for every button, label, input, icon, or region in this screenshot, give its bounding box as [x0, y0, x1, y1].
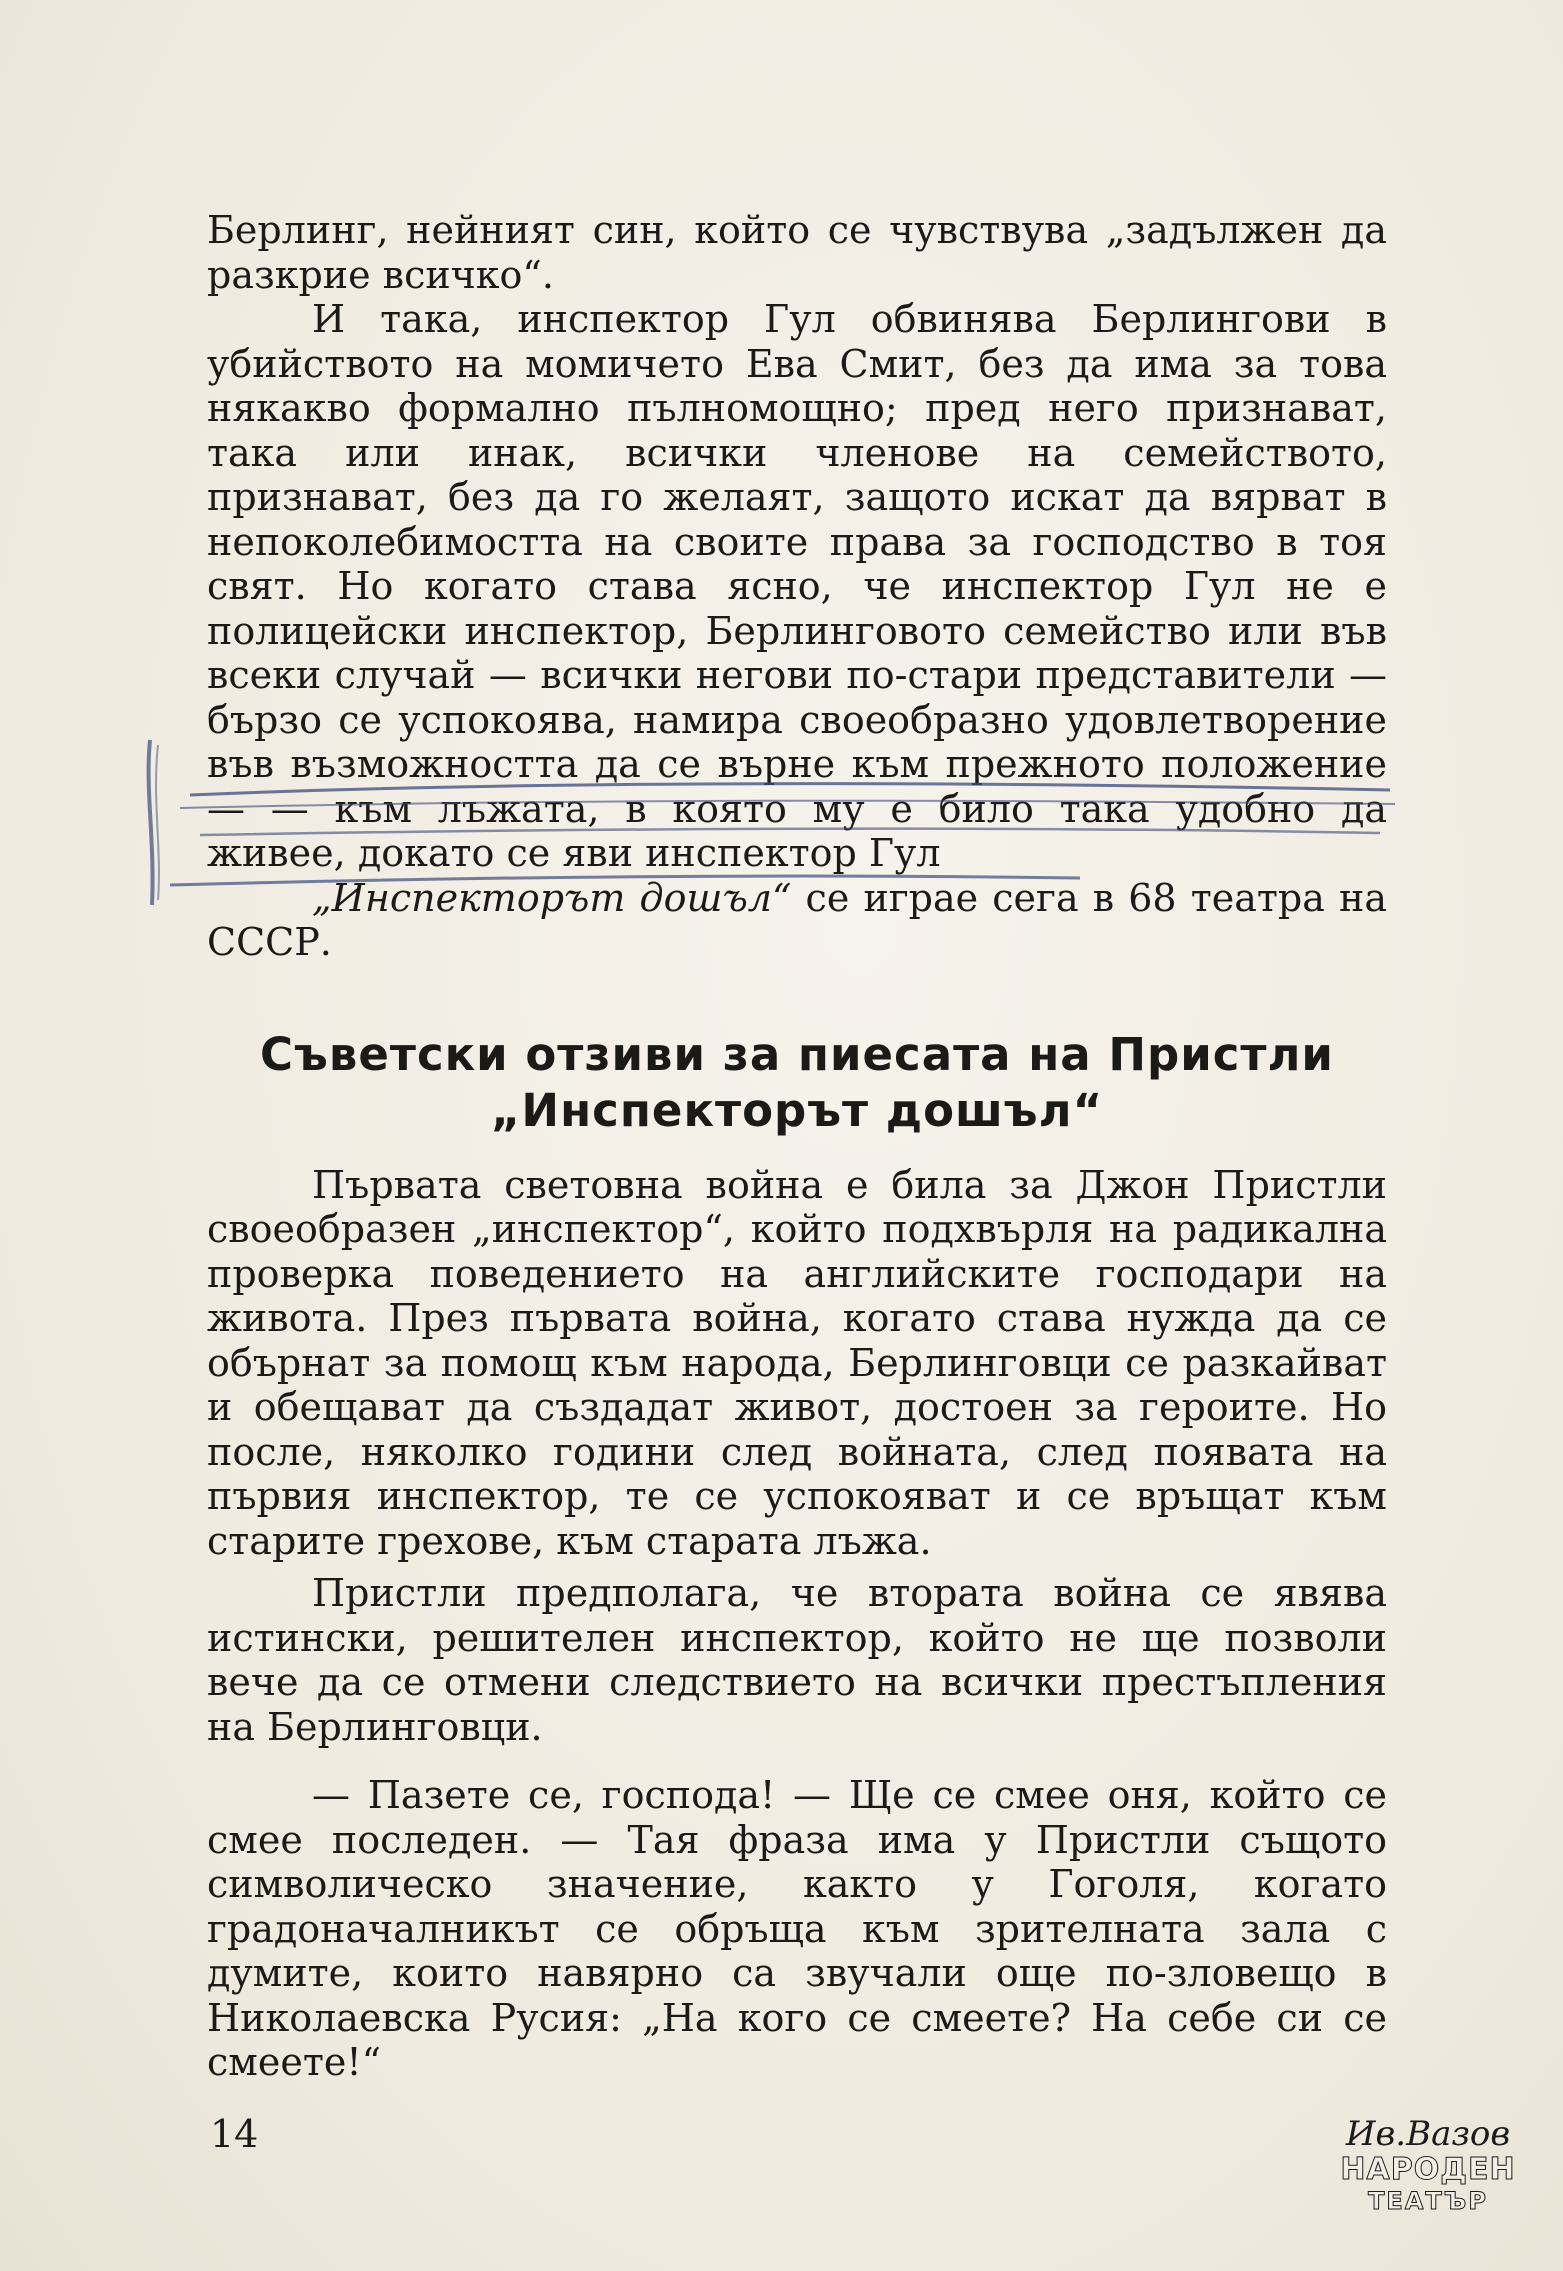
paragraph-5: — Пазете се, господа! — Ще се смее оня, който се смее последен. — Тая фраза има у Пристли същото символическо значение, както у Гоголя, когато градоначалникът се обръща към зрителната зала с думите, които навярно са звучали още по-зловещо в Николаевска Русия: „На кого се смеете? На себе си се смеете!“ — [207, 1773, 1387, 2084]
paragraph-1: Берлинг, нейният син, който се чувствува „задължен да разкрие всичко“. — [207, 208, 1387, 297]
section-heading-line2: „Инспекторът дошъл“ — [490, 1083, 1104, 1137]
paragraph-3: Първата световна война е била за Джон Пристли своеобразен „инспектор“, който подхвърля на радикална проверка поведението на английските господари на живота. През първата война, когато става нужда да се обърнат за помощ към народа, Берлинговци се разкайват и обещават да създадат живот, достоен за героите. Но после, няколко години след войната, след появата на първия инспектор, те се успокояват и се връщат към старите грехове, към старата лъжа. — [207, 1162, 1387, 1563]
main-text-column — [207, 208, 1387, 2085]
page-number: 14 — [210, 2112, 259, 2156]
section-heading — [207, 1027, 1387, 1139]
logo-line2: ТЕАТЪР — [1368, 2187, 1488, 2215]
theatre-logo — [1338, 2115, 1518, 2230]
pencil-margin-line-2 — [156, 745, 159, 900]
pencil-margin-line — [149, 740, 153, 905]
logo-line1: НАРОДЕН — [1340, 2152, 1516, 2187]
logo-signature: Ив.Вазов — [1345, 2114, 1511, 2154]
section-heading-line1: Съветски отзиви за пиесата на Пристли — [260, 1027, 1334, 1081]
performance-note-rest: се играе сега в 68 театра на СССР. — [207, 875, 1387, 964]
paragraph-4: Пристли предполага, че втората война се явява истински, решителен инспектор, който не ще позволи вече да се отмени следствието на всички престъпления на Берлинговци. — [207, 1571, 1387, 1749]
paragraph-2: И така, инспектор Гул обвинява Берлингови в убийството на момичето Ева Смит, без да има за това някакво формално пълномощно; пред него признават, така или инак, всички членове на семейството, признават, без да го желаят, защото искат да вярват в непоколебимостта на своите права за господство в тоя свят. Но когато става ясно, че инспектор Гул не е полицейски инспектор, Берлинговото семейство или във всеки случай — всички негови по-стари представители — бързо се успокоява, намира своеобразно удовлетворение във възможността да се върне към прежното положение — — към лъжата, в която му е било така удобно да живее, докато се яви инспектор Гул — [207, 297, 1387, 875]
play-title: „Инспекторът дошъл“ — [312, 875, 792, 920]
performance-note — [207, 876, 1387, 965]
